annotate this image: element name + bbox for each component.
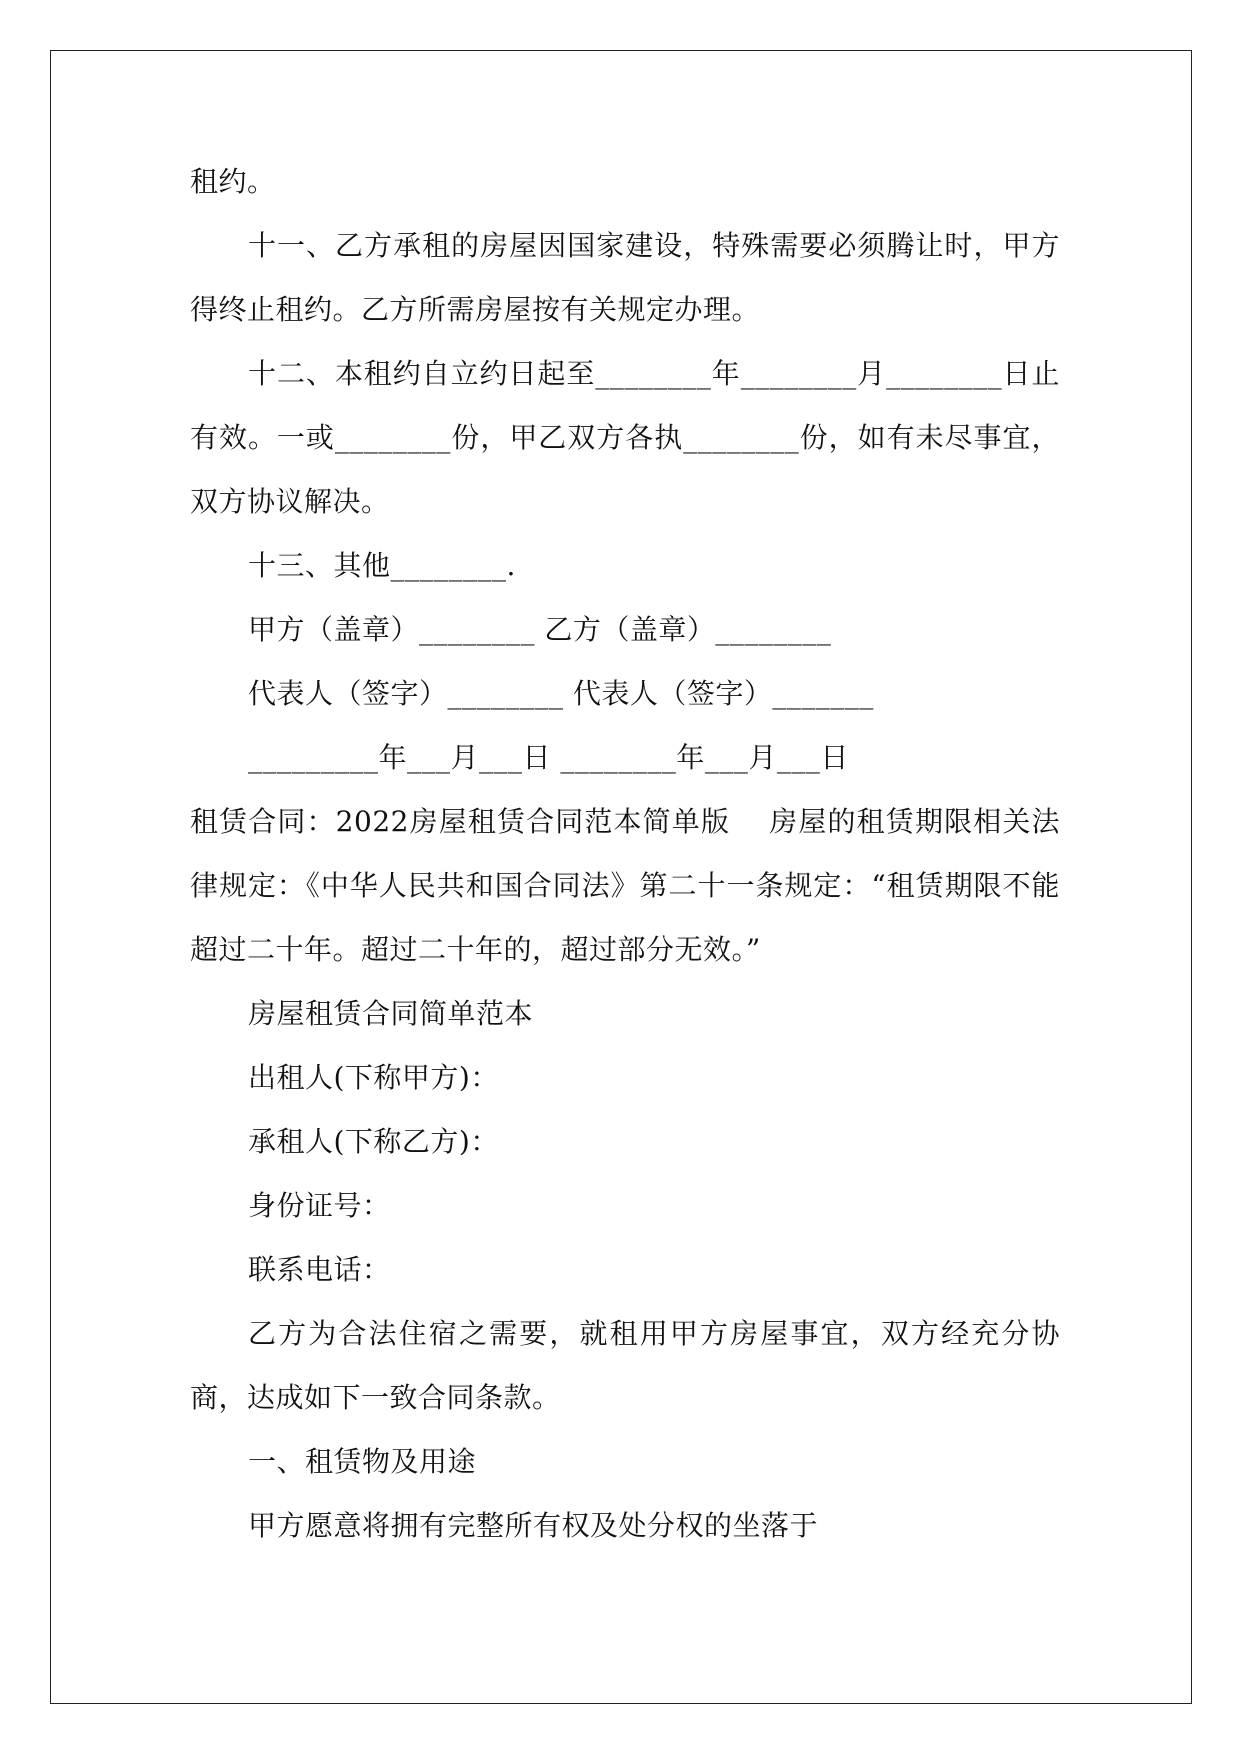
document-body <box>190 150 1060 1558</box>
date-line: _________年___月___日 ________年___月___日 <box>248 741 849 774</box>
clause-one-heading: 一、租赁物及用途 <box>248 1445 477 1478</box>
clause-one-text: 甲方愿意将拥有完整所有权及处分权的坐落于 <box>248 1509 819 1542</box>
paragraph-lease-end: 租约。 <box>190 165 276 198</box>
clause-eleven: 十一、乙方承租的房屋因国家建设，特殊需要必须腾让时，甲方得终止租约。乙方所需房屋按有关规定办理。 <box>190 229 1060 326</box>
legal-note-paragraph: 租赁合同：2022房屋租赁合同范本简单版 房屋的租赁期限相关法律规定：《中华人民共和国合同法》第二十一条规定：“租赁期限不能超过二十年。超过二十年的，超过部分无效。” <box>190 805 1060 966</box>
signature-line: 代表人（签字）________ 代表人（签字）_______ <box>248 677 874 710</box>
clause-twelve: 十二、本租约自立约日起至________年________月________日止有效。一或________份，甲乙双方各执________份，如有未尽事宜，双方协议解决。 <box>190 357 1060 518</box>
id-number-field: 身份证号： <box>248 1189 391 1222</box>
phone-field: 联系电话： <box>248 1253 391 1286</box>
clause-thirteen: 十三、其他________. <box>248 549 516 582</box>
section-title: 房屋租赁合同简单范本 <box>248 997 534 1030</box>
lessor-field: 出租人(下称甲方)： <box>248 1061 499 1094</box>
seal-line: 甲方（盖章）________ 乙方（盖章）________ <box>248 613 832 646</box>
agreement-intro: 乙方为合法住宿之需要，就租用甲方房屋事宜，双方经充分协商，达成如下一致合同条款。 <box>190 1317 1060 1414</box>
lessee-field: 承租人(下称乙方)： <box>248 1125 499 1158</box>
